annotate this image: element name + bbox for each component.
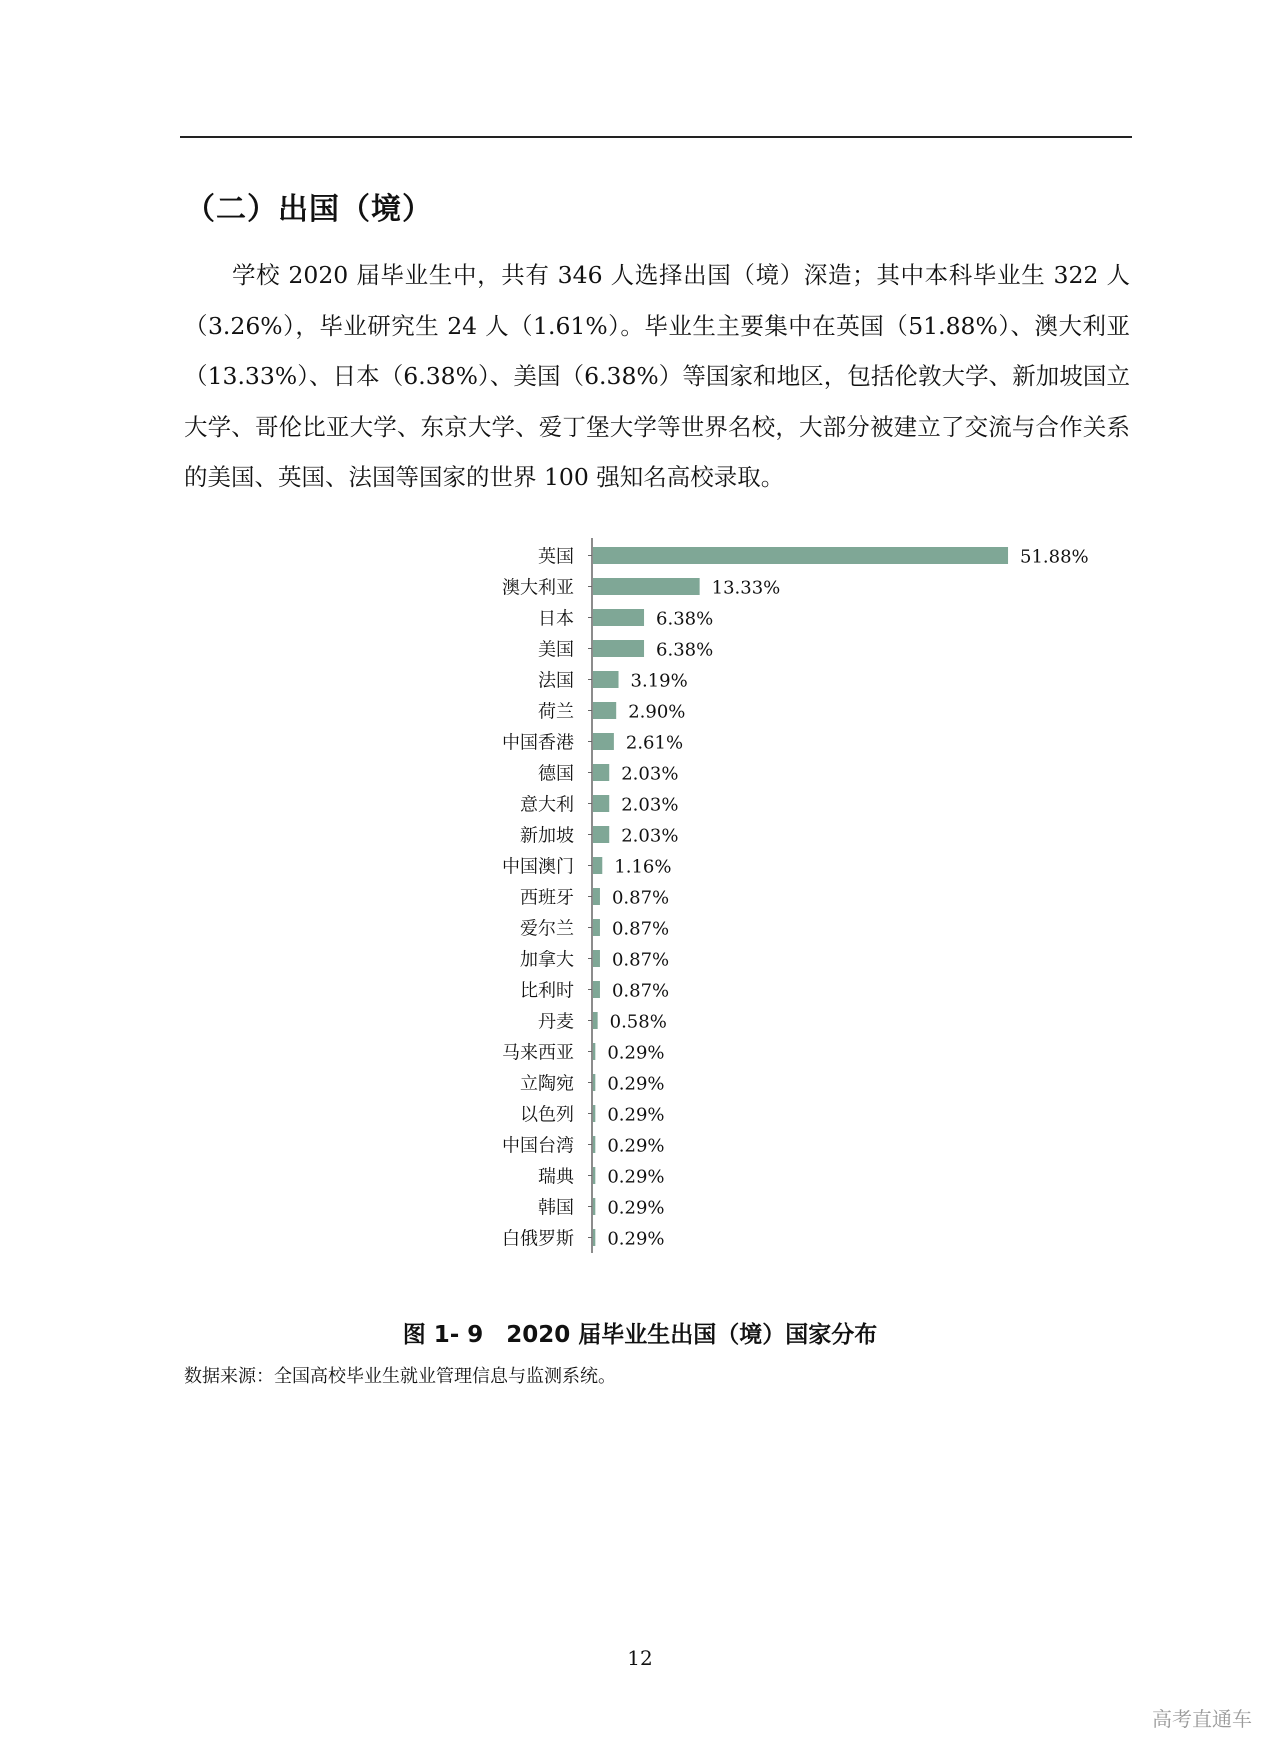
category-label: 中国澳门 (502, 856, 574, 878)
bar (593, 1105, 595, 1122)
section-title: （二）出国（境） (185, 192, 433, 227)
bar (593, 1074, 595, 1091)
bar (593, 671, 619, 688)
category-label: 日本 (538, 608, 574, 630)
bar (593, 950, 600, 967)
bar (593, 1198, 595, 1215)
value-label: 0.29% (607, 1166, 665, 1188)
value-label: 1.16% (614, 856, 672, 878)
value-label: 0.87% (611, 980, 670, 1002)
bar (593, 1167, 595, 1184)
bar (593, 857, 602, 874)
category-label: 丹麦 (538, 1011, 574, 1033)
category-label: 爱尔兰 (520, 918, 574, 940)
bar (593, 1043, 595, 1060)
value-label: 0.29% (607, 1135, 665, 1157)
bar (593, 919, 600, 936)
category-label: 韩国 (538, 1197, 574, 1219)
category-label: 马来西亚 (502, 1042, 574, 1064)
value-label: 0.87% (611, 949, 670, 971)
category-label: 中国香港 (502, 732, 574, 754)
bar (593, 578, 700, 595)
value-label: 2.03% (621, 794, 679, 816)
bar (593, 795, 609, 812)
value-label: 3.19% (630, 670, 688, 692)
header-rule (180, 136, 1132, 138)
category-label: 比利时 (520, 980, 574, 1002)
value-label: 6.38% (656, 608, 714, 630)
data-source-note: 数据来源：全国高校毕业生就业管理信息与监测系统。 (184, 1366, 616, 1387)
category-label: 英国 (538, 546, 574, 568)
category-label: 德国 (538, 763, 574, 785)
category-label: 瑞典 (538, 1166, 574, 1188)
value-label: 0.29% (607, 1197, 665, 1219)
bar (593, 733, 614, 750)
category-label: 白俄罗斯 (502, 1228, 574, 1250)
category-label: 以色列 (520, 1104, 574, 1126)
value-label: 0.58% (609, 1011, 667, 1033)
value-label: 2.90% (628, 701, 686, 723)
bar (593, 888, 600, 905)
value-label: 13.33% (711, 577, 781, 599)
category-label: 澳大利亚 (502, 577, 574, 599)
bar (593, 609, 644, 626)
bar (593, 547, 1008, 564)
value-label: 0.29% (607, 1104, 665, 1126)
value-label: 0.29% (607, 1042, 665, 1064)
bar (593, 1229, 595, 1246)
bar (593, 1136, 595, 1153)
value-label: 2.03% (621, 825, 679, 847)
category-label: 立陶宛 (520, 1073, 574, 1095)
value-label: 2.61% (625, 732, 684, 754)
value-label: 0.29% (607, 1228, 665, 1250)
category-label: 美国 (538, 639, 574, 661)
value-label: 0.29% (607, 1073, 665, 1095)
category-label: 加拿大 (520, 949, 574, 971)
bar (593, 702, 616, 719)
bar (593, 1012, 598, 1029)
page-number: 12 (627, 1646, 653, 1670)
value-label: 6.38% (656, 639, 714, 661)
bar (593, 640, 644, 657)
category-label: 法国 (538, 670, 574, 692)
category-label: 荷兰 (538, 701, 574, 723)
bar (593, 981, 600, 998)
value-label: 0.87% (611, 918, 670, 940)
category-label: 意大利 (520, 794, 574, 816)
watermark: 高考直通车 (1152, 1707, 1252, 1731)
category-label: 新加坡 (520, 825, 574, 847)
value-label: 2.03% (621, 763, 679, 785)
value-label: 51.88% (1020, 546, 1089, 568)
bar-chart (480, 538, 1089, 1258)
category-label: 西班牙 (520, 887, 574, 909)
body-paragraph: 学校 2020 届毕业生中，共有 346 人选择出国（境）深造；其中本科毕业生 322 人（3.26%），毕业研究生 24 人（1.61%）。毕业生主要集中在英国（51.88%）、澳大利亚（13.33%）、日本（6.38%）、美国（6.38%）等国家和地区，包括伦敦大学、新加坡国立大学、哥伦比亚大学、东京大学、爱丁堡大学等世界名校，大部分被建立了交流与合作关系的美国、英国、法国等国家的世界 100 强知名高校录取。 (184, 261, 1130, 491)
category-label: 中国台湾 (502, 1135, 574, 1157)
value-label: 0.87% (611, 887, 670, 909)
bar (593, 764, 609, 781)
figure-caption: 图 1- 9 2020 届毕业生出国（境）国家分布 (402, 1322, 878, 1348)
bar (593, 826, 609, 843)
